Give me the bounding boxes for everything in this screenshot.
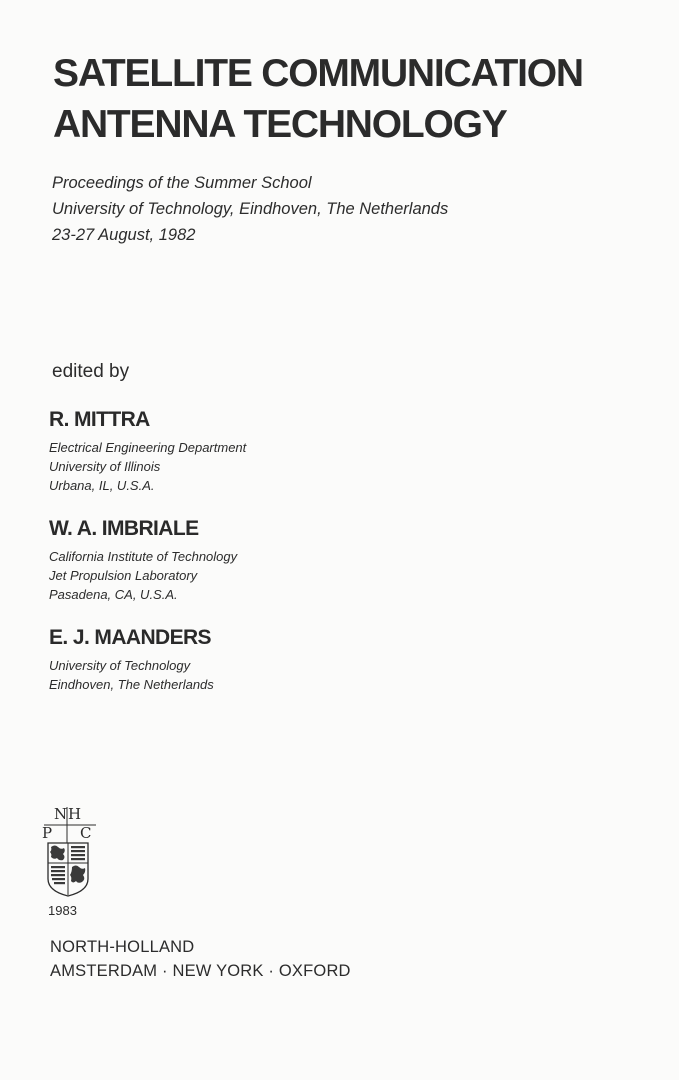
proceedings-line-3: 23-27 August, 1982 <box>52 226 196 244</box>
editor-name: R. MITTRA <box>49 408 150 431</box>
proceedings-info <box>52 170 448 248</box>
proceedings-line-2: University of Technology, Eindhoven, The Netherlands <box>52 200 449 218</box>
affiliation-line: Eindhoven, The Netherlands <box>49 677 214 692</box>
publisher-cities: AMSTERDAM · NEW YORK · OXFORD <box>50 962 351 980</box>
affiliation-line: Jet Propulsion Laboratory <box>49 568 198 583</box>
editor-block <box>49 625 214 694</box>
svg-text:P: P <box>42 824 53 842</box>
publication-year: 1983 <box>48 903 77 918</box>
affiliation-line: University of Technology <box>49 658 191 673</box>
edited-by-label: edited by <box>52 361 130 382</box>
editor-name: E. J. MAANDERS <box>49 626 211 649</box>
book-title <box>53 48 583 150</box>
svg-text:C: C <box>80 824 92 842</box>
svg-text:H: H <box>68 805 82 823</box>
proceedings-line-1: Proceedings of the Summer School <box>52 174 312 192</box>
affiliation-line: Electrical Engineering Department <box>49 440 247 455</box>
book-title-line-2: ANTENNA TECHNOLOGY <box>53 103 507 146</box>
affiliation-line: Urbana, IL, U.S.A. <box>49 478 155 493</box>
publisher-info <box>50 935 351 983</box>
affiliation-line: University of Illinois <box>49 459 161 474</box>
affiliation-line: Pasadena, CA, U.S.A. <box>49 587 178 602</box>
editor-affiliation <box>49 547 237 604</box>
book-title-line-1: SATELLITE COMMUNICATION <box>53 52 583 95</box>
svg-text:N: N <box>54 805 67 823</box>
editor-affiliation <box>49 656 214 694</box>
editor-name: W. A. IMBRIALE <box>49 517 199 540</box>
editor-affiliation <box>49 438 246 495</box>
affiliation-line: California Institute of Technology <box>49 549 238 564</box>
editor-block <box>49 407 246 495</box>
editor-block <box>49 516 237 604</box>
publisher-crest-icon <box>36 803 104 899</box>
publisher-name: NORTH-HOLLAND <box>50 938 195 956</box>
